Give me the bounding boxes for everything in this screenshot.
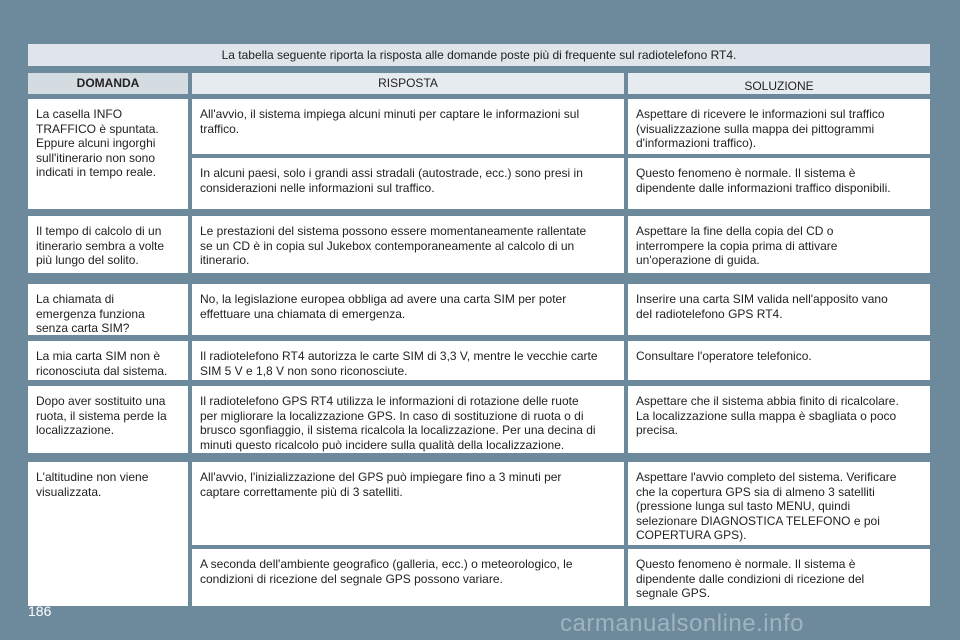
question-cell: La mia carta SIM non è riconosciuta dal sistema. [28, 341, 188, 380]
solution-cell: Aspettare di ricevere le informazioni sul traffico (visualizzazione sulla mappa dei pittogrammi d'informazioni traffico). [628, 99, 930, 154]
answer-cell: No, la legislazione europea obbliga ad avere una carta SIM per poter effettuare una chiamata di emergenza. [192, 284, 624, 335]
answer-cell: Il radiotelefono RT4 autorizza le carte SIM di 3,3 V, mentre le vecchie carte SIM 5 V e 1,8 V non sono riconosciute. [192, 341, 624, 380]
answer-cell: All'avvio, il sistema impiega alcuni minuti per captare le informazioni sul traffico. [192, 99, 624, 154]
solution-cell: Questo fenomeno è normale. Il sistema è dipendente dalle condizioni di ricezione del segnale GPS. [628, 549, 930, 606]
answer-cell: In alcuni paesi, solo i grandi assi stradali (autostrade, ecc.) sono presi in considerazioni nelle informazioni sul traffico. [192, 158, 624, 209]
question-cell: Il tempo di calcolo di un itinerario sembra a volte più lungo del solito. [28, 216, 188, 273]
answer-cell: A seconda dell'ambiente geografico (galleria, ecc.) o meteorologico, le condizioni di ricezione del segnale GPS possono variare. [192, 549, 624, 606]
solution-cell: Consultare l'operatore telefonico. [628, 341, 930, 380]
watermark: carmanualsonline.info [560, 610, 804, 637]
answer-cell: Le prestazioni del sistema possono essere momentaneamente rallentate se un CD è in copia sul Jukebox contemporaneamente al calcolo di un itinerario. [192, 216, 624, 273]
header-risposta: RISPOSTA [192, 73, 624, 94]
question-cell: L'altitudine non viene visualizzata. [28, 462, 188, 606]
header-soluzione: SOLUZIONE [628, 73, 930, 94]
question-cell: La casella INFO TRAFFICO è spuntata. Eppure alcuni ingorghi sull'itinerario non sono indicati in tempo reale. [28, 99, 188, 209]
page-number: 186 [28, 603, 52, 619]
solution-cell: Aspettare che il sistema abbia finito di ricalcolare. La localizzazione sulla mappa è sbagliata o poco precisa. [628, 386, 930, 453]
solution-cell: Aspettare l'avvio completo del sistema. Verificare che la copertura GPS sia di almeno 3 satelliti (pressione lunga sul tasto MENU, quindi selezionare DIAGNOSTICA TELEFONO e poi COPERTURA GPS). [628, 462, 930, 545]
question-cell: Dopo aver sostituito una ruota, il sistema perde la localizzazione. [28, 386, 188, 453]
intro-text: La tabella seguente riporta la risposta alle domande poste più di frequente sul radiotelefono RT4. [28, 44, 930, 66]
header-domanda: DOMANDA [28, 73, 188, 94]
solution-cell: Aspettare la fine della copia del CD o interrompere la copia prima di attivare un'operazione di guida. [628, 216, 930, 273]
solution-cell: Inserire una carta SIM valida nell'apposito vano del radiotelefono GPS RT4. [628, 284, 930, 335]
answer-cell: All'avvio, l'inizializzazione del GPS può impiegare fino a 3 minuti per captare correttamente più di 3 satelliti. [192, 462, 624, 545]
question-cell: La chiamata di emergenza funziona senza carta SIM? [28, 284, 188, 335]
solution-cell: Questo fenomeno è normale. Il sistema è dipendente dalle informazioni traffico disponibili. [628, 158, 930, 209]
answer-cell: Il radiotelefono GPS RT4 utilizza le informazioni di rotazione delle ruote per migliorare la localizzazione GPS. In caso di sostituzione di ruota o di brusco sgonfiaggio, il sistema ricalcola la localizzazione. Per una decina di minuti questo ricalcolo può incidere sulla qualità della localizzazione. [192, 386, 624, 453]
